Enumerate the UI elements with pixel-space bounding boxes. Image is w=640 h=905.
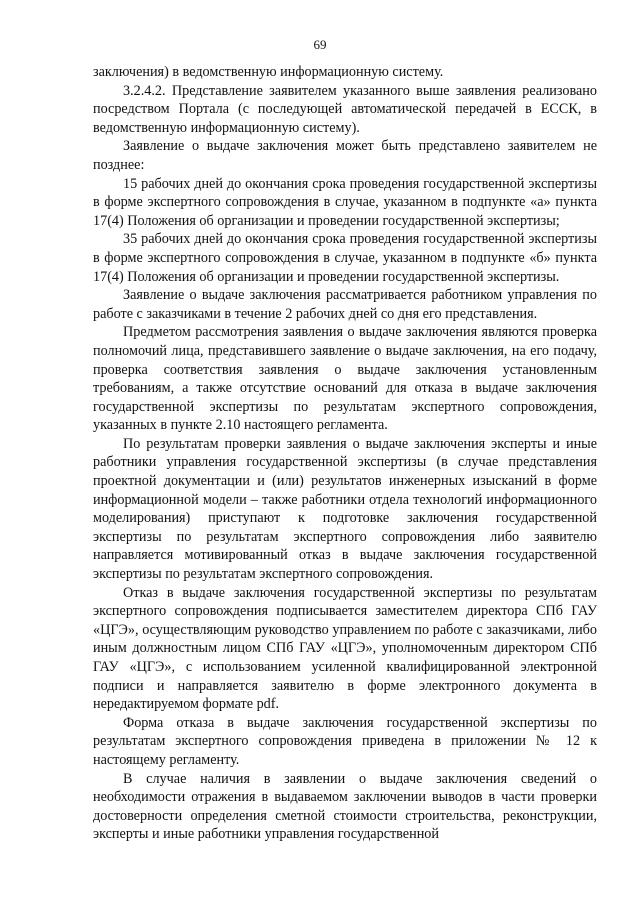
paragraph-deadline-15-days: 15 рабочих дней до окончания срока проведения государственной экспертизы в форме экспертного сопровождения в случае, указанном в подпункте «а» пункта 17(4) Положения об организации и проведении государственной экспертизы; (93, 175, 597, 229)
paragraph-review-period: Заявление о выдаче заключения рассматривается работником управления по работе с заказчиками в течение 2 рабочих дней со дня его представления. (93, 287, 597, 322)
paragraph-review-results: По результатам проверки заявления о выдаче заключения эксперты и иные работники управления государственной экспертизы (в случае представления проектной документации и (или) результатов инженерных изысканий в форме информационной модели – также работники отдела технологий информационного моделирования) приступают к подготовке заключения государственной экспертизы по результатам экспертного сопровождения либо заявителю направляется мотивированный отказ в выдаче заключения государственной экспертизы по результатам экспертного сопровождения. (93, 435, 597, 583)
paragraph-deadline-35-days: 35 рабочих дней до окончания срока проведения государственной экспертизы в форме экспертного сопровождения в случае, указанном в подпункте «б» пункта 17(4) Положения об организации и проведении государственной экспертизы. (93, 231, 597, 285)
page-number: 69 (313, 37, 327, 52)
paragraph-deadline-intro: Заявление о выдаче заключения может быть представлено заявителем не позднее: (93, 138, 597, 173)
paragraph-cost-verification: В случае наличия в заявлении о выдаче заключения сведений о необходимости отражения в выдаваемом заключении выводов в части проверки достоверности определения сметной стоимости строительства, реконструкции, эксперты и иные работники управления государственной (93, 770, 597, 843)
document-body (93, 63, 597, 844)
paragraph-refusal-form: Форма отказа в выдаче заключения государственной экспертизы по результатам экспертного сопровождения приведена в приложении № 12 к настоящему регламенту. (93, 714, 597, 768)
paragraph-continuation: заключения) в ведомственную информационную систему. (93, 64, 444, 80)
paragraph-review-subject: Предметом рассмотрения заявления о выдаче заключения являются проверка полномочий лица, представившего заявление о выдаче заключения, на его подачу, проверка соответствия заявления о выдаче заключения установленным требованиям, а также отсутствие оснований для отказа в выдаче заключения государственной экспертизы по результатам экспертного сопровождения, указанных в пункте 2.10 настоящего регламента. (93, 324, 597, 434)
paragraph-3-2-4-2: 3.2.4.2. Представление заявителем указанного выше заявления реализовано посредством Портала (с последующей автоматической передачей в ЕССК, в ведомственную информационную систему). (93, 82, 597, 136)
paragraph-refusal-signing: Отказ в выдаче заключения государственной экспертизы по результатам экспертного сопровождения подписывается заместителем директора СПб ГАУ «ЦГЭ», осуществляющим руководство управлением по работе с заказчиками, либо иным должностным лицом СПб ГАУ «ЦГЭ», уполномоченным директором СПб ГАУ «ЦГЭ», с использованием усиленной квалифицированной электронной подписи и направляется заявителю в форме электронного документа в нередактируемом формате pdf. (93, 584, 597, 713)
